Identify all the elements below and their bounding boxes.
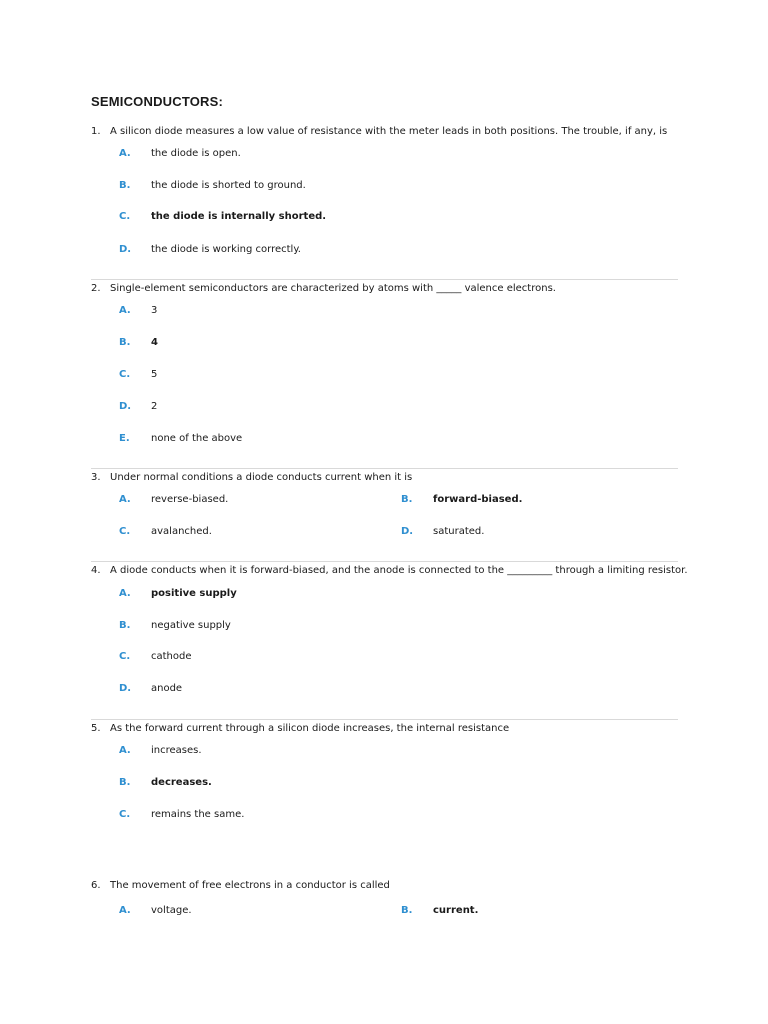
option-letter: A. — [119, 305, 131, 316]
option-text-correct: current. — [433, 905, 479, 916]
option-3d[interactable] — [401, 526, 484, 537]
option-letter: A. — [119, 745, 131, 756]
option-text: none of the above — [151, 433, 243, 444]
option-text-correct: positive supply — [151, 588, 237, 599]
option-1a[interactable] — [119, 148, 241, 159]
option-letter: C. — [119, 211, 131, 222]
option-text: anode — [151, 683, 183, 694]
question-6 — [91, 880, 691, 891]
option-2d[interactable] — [119, 401, 157, 412]
question-number: 6. — [91, 880, 101, 891]
option-text: the diode is open. — [151, 148, 241, 159]
question-number: 3. — [91, 472, 101, 483]
option-6a[interactable] — [119, 905, 192, 916]
option-text-correct: forward-biased. — [433, 494, 523, 505]
option-4a[interactable] — [119, 588, 237, 599]
option-1c[interactable] — [119, 211, 326, 222]
question-text: A silicon diode measures a low value of resistance with the meter leads in both positions. The trouble, if any, is — [110, 126, 668, 137]
option-text-correct: decreases. — [151, 777, 212, 788]
question-number: 4. — [91, 565, 101, 576]
option-2a[interactable] — [119, 305, 157, 316]
option-text: voltage. — [151, 905, 192, 916]
option-letter: D. — [119, 244, 132, 255]
option-text: remains the same. — [151, 809, 245, 820]
question-3 — [91, 472, 691, 483]
question-text: A diode conducts when it is forward-biased, and the anode is connected to the _________ through a limiting resistor. — [110, 565, 688, 576]
option-text: saturated. — [433, 526, 485, 537]
option-5c[interactable] — [119, 809, 244, 820]
divider — [91, 468, 678, 469]
option-5a[interactable] — [119, 745, 202, 756]
question-text: The movement of free electrons in a conductor is called — [110, 880, 390, 891]
option-letter: D. — [401, 526, 414, 537]
option-letter: B. — [401, 494, 413, 505]
option-2b[interactable] — [119, 337, 158, 348]
option-1b[interactable] — [119, 180, 306, 191]
option-5b[interactable] — [119, 777, 212, 788]
option-1d[interactable] — [119, 244, 301, 255]
option-6b[interactable] — [401, 905, 478, 916]
option-letter: D. — [119, 401, 132, 412]
question-text: Under normal conditions a diode conducts current when it is — [110, 472, 413, 483]
option-3b[interactable] — [401, 494, 522, 505]
option-letter: A. — [119, 494, 131, 505]
question-number: 2. — [91, 283, 101, 294]
option-4b[interactable] — [119, 620, 231, 631]
option-4d[interactable] — [119, 683, 182, 694]
option-text-correct: 4 — [151, 337, 158, 348]
option-3c[interactable] — [119, 526, 212, 537]
page-title: SEMICONDUCTORS: — [91, 94, 224, 109]
option-letter: B. — [119, 337, 131, 348]
question-4 — [91, 565, 691, 576]
option-2e[interactable] — [119, 433, 242, 444]
option-3a[interactable] — [119, 494, 228, 505]
question-1 — [91, 126, 691, 137]
option-text: cathode — [151, 651, 192, 662]
option-letter: E. — [119, 433, 130, 444]
option-letter: A. — [119, 588, 131, 599]
option-text: reverse-biased. — [151, 494, 229, 505]
option-text: 3 — [151, 305, 158, 316]
divider — [91, 279, 678, 280]
option-4c[interactable] — [119, 651, 192, 662]
question-number: 5. — [91, 723, 101, 734]
option-letter: A. — [119, 148, 131, 159]
option-text: 5 — [151, 369, 158, 380]
divider — [91, 561, 678, 562]
question-text: Single-element semiconductors are characterized by atoms with _____ valence electrons. — [110, 283, 556, 294]
option-letter: C. — [119, 651, 131, 662]
option-letter: C. — [119, 369, 131, 380]
option-letter: B. — [119, 620, 131, 631]
option-text: the diode is shorted to ground. — [151, 180, 306, 191]
option-letter: B. — [119, 180, 131, 191]
option-text: increases. — [151, 745, 202, 756]
divider — [91, 719, 678, 720]
question-text: As the forward current through a silicon diode increases, the internal resistance — [110, 723, 510, 734]
option-letter: D. — [119, 683, 132, 694]
option-letter: C. — [119, 526, 131, 537]
option-text: the diode is working correctly. — [151, 244, 301, 255]
option-text: 2 — [151, 401, 158, 412]
option-letter: C. — [119, 809, 131, 820]
option-letter: A. — [119, 905, 131, 916]
option-text: negative supply — [151, 620, 231, 631]
question-2 — [91, 283, 691, 294]
question-5 — [91, 723, 691, 734]
option-text: avalanched. — [151, 526, 212, 537]
question-number: 1. — [91, 126, 101, 137]
option-text-correct: the diode is internally shorted. — [151, 211, 327, 222]
option-letter: B. — [401, 905, 413, 916]
option-2c[interactable] — [119, 369, 157, 380]
option-letter: B. — [119, 777, 131, 788]
